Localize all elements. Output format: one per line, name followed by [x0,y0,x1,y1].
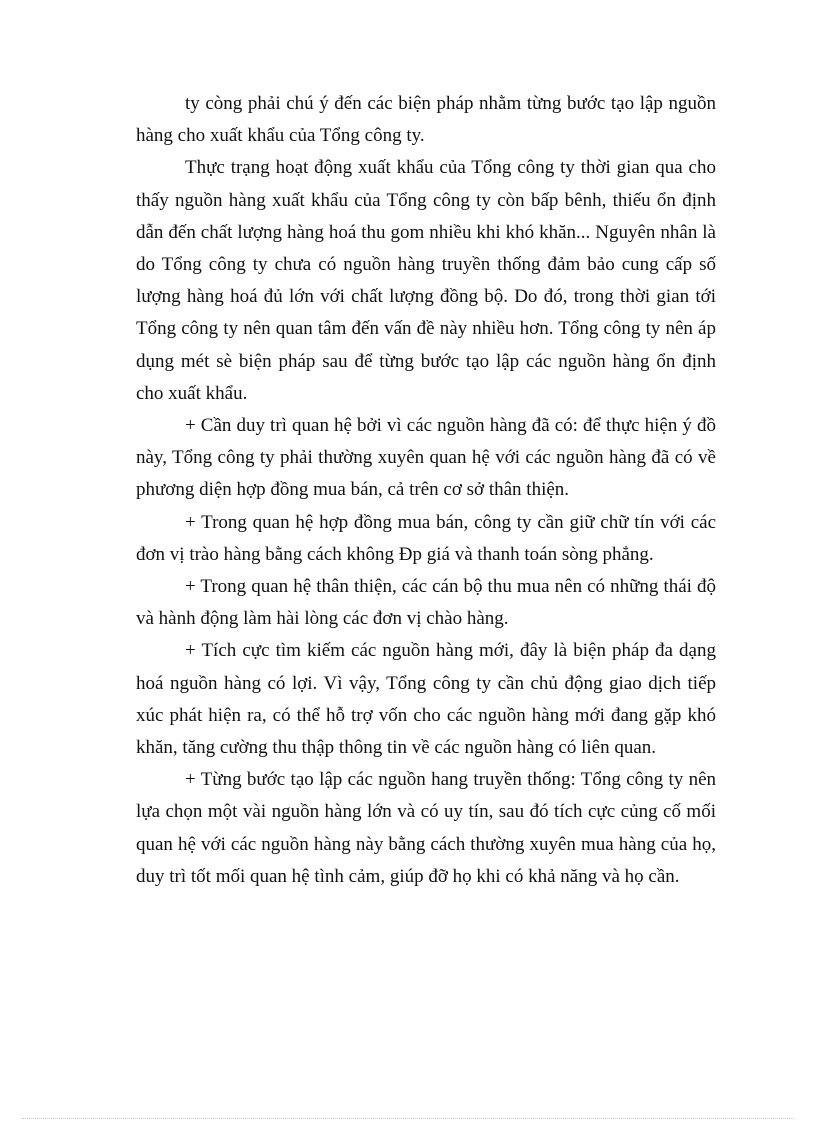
paragraph-current-situation: Thực trạng hoạt động xuất khẩu của Tổng công ty thời gian qua cho thấy nguồn hàng xuất khẩu của Tổng công ty còn bấp bênh, thiếu ổn định dẫn đến chất lượng hàng hoá thu gom nhiều khi khó khăn... Nguyên nhân là do Tổng công ty chưa có nguồn hàng truyền thống đảm bảo cung cấp số lượng hàng hoá đủ lớn với chất lượng đồng bộ. Do đó, trong thời gian tới Tổng công ty nên quan tâm đến vấn đề này nhiều hơn. Tổng công ty nên áp dụng mét sè biện pháp sau để từng bước tạo lập các nguồn hàng ổn định cho xuất khẩu. [136,157,716,404]
page-bottom-divider [22,1118,794,1119]
paragraph-purchase-contracts: + Trong quan hệ hợp đồng mua bán, công ty cần giữ chữ tín với các đơn vị trào hàng bằng cách không Ðp giá và thanh toán sòng phẳng. [136,511,716,565]
paragraph-friendly-relations: + Trong quan hệ thân thiện, các cán bộ thu mua nên có những thái độ và hành động làm hài lòng các đơn vị chào hàng. [136,576,716,630]
paragraph-traditional-sources: + Từng bước tạo lập các nguồn hang truyền thống: Tổng công ty nên lựa chọn một vài nguồn hàng lớn và có uy tín, sau đó tích cực củng cố mối quan hệ với các nguồn hàng này bằng cách thường xuyên mua hàng của họ, duy trì tốt mối quan hệ tình cảm, giúp đỡ họ khi có khả năng và họ cần. [136,769,716,887]
paragraph-continuation: ty còng phải chú ý đến các biện pháp nhằm từng bước tạo lập nguồn hàng cho xuất khẩu của Tổng công ty. [136,93,716,147]
paragraph-maintain-relations: + Cần duy trì quan hệ bởi vì các nguồn hàng đã có: để thực hiện ý đồ này, Tổng công ty phải thường xuyên quan hệ với các nguồn hàng đã có về phương diện hợp đồng mua bán, cả trên cơ sở thân thiện. [136,415,716,501]
paragraph-new-sources: + Tích cực tìm kiếm các nguồn hàng mới, đây là biện pháp đa dạng hoá nguồn hàng có lợi. Vì vậy, Tổng công ty cần chủ động giao dịch tiếp xúc phát hiện ra, có thể hỗ trợ vốn cho các nguồn hàng mới đang gặp khó khăn, tăng cường thu thập thông tin về các nguồn hàng có liên quan. [136,640,716,759]
document-body [136,88,716,893]
